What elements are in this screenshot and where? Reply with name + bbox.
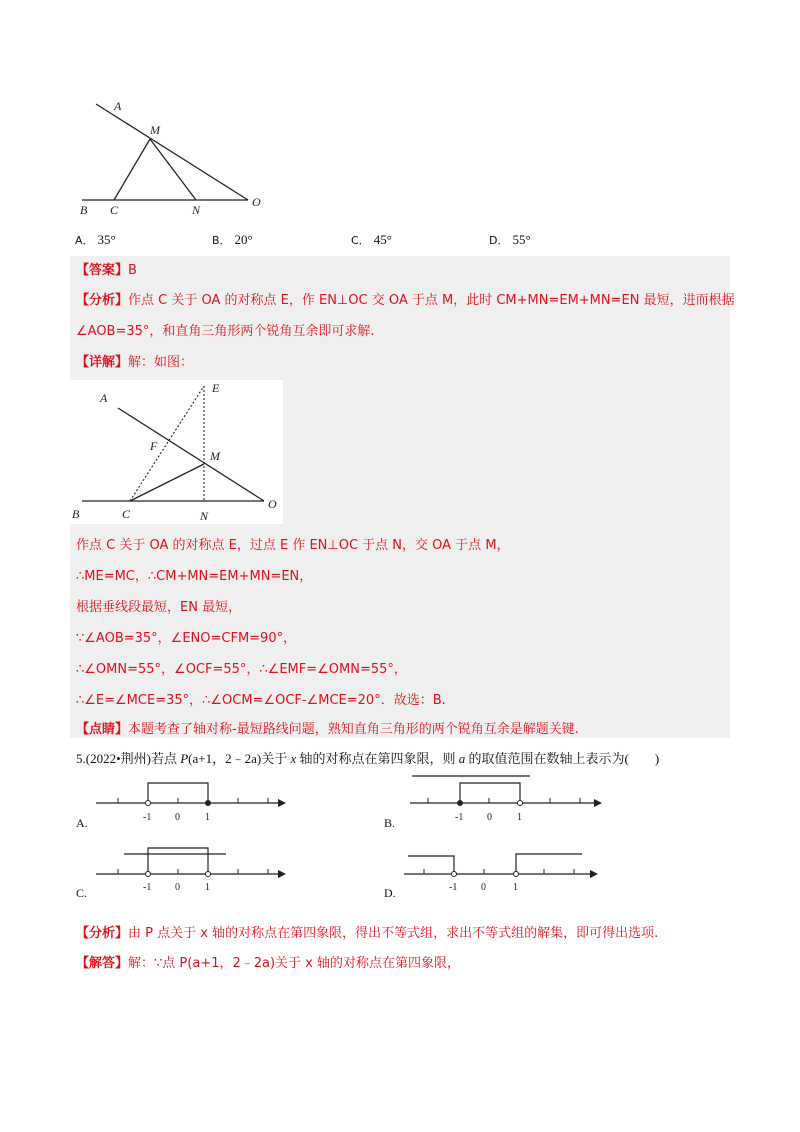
comment-tag: 【点睛】 xyxy=(76,722,129,737)
q5-axis: x xyxy=(290,751,297,766)
choice-d-letter: D． xyxy=(489,234,509,247)
choices-row xyxy=(75,232,635,252)
label2-N: N xyxy=(200,509,209,523)
geometry-figure-1 xyxy=(76,96,276,220)
option-a-label[interactable]: A. xyxy=(76,816,88,830)
tick-neg1: -1 xyxy=(449,882,458,893)
tick-neg1: -1 xyxy=(143,882,152,893)
analysis-tag: 【分析】 xyxy=(76,293,129,308)
tick-0: 0 xyxy=(487,812,492,823)
choice-c-letter: C． xyxy=(351,234,370,247)
solution5-tag: 【解答】 xyxy=(76,956,129,971)
label2-B: B xyxy=(72,507,80,521)
choice-d-value: 55° xyxy=(512,232,531,247)
analysis-line-2 xyxy=(76,323,375,341)
option-b-label[interactable]: B. xyxy=(384,816,396,830)
tick-0: 0 xyxy=(175,812,180,823)
analysis-text-1: 作点 C 关于 OA 的对称点 E，作 EN⊥OC 交 OA 于点 M，此时 CM+MN=EM+MN=EN 最短，进而根据 xyxy=(128,293,735,308)
label-O: O xyxy=(252,195,261,209)
tick-1: 1 xyxy=(205,882,210,893)
numberline-d[interactable] xyxy=(404,848,598,896)
numberline-c[interactable] xyxy=(96,844,286,896)
step-line-5: ∴∠OMN=55°，∠OCF=55°，∴∠EMF=∠OMN=55°， xyxy=(76,662,407,677)
label-M: M xyxy=(150,123,160,137)
answer-text: B xyxy=(128,263,137,278)
choice-c[interactable] xyxy=(351,232,392,248)
tick-neg1: -1 xyxy=(455,812,464,823)
choice-b[interactable] xyxy=(212,232,253,248)
step-line-6: ∴∠E=∠MCE=35°，∴∠OCM=∠OCF-∠MCE=20°．故选：B. xyxy=(76,693,446,708)
step-line-3: 根据垂线段最短，EN 最短， xyxy=(76,600,242,615)
choice-a[interactable] xyxy=(75,232,116,248)
step-line-2: ∴ME=MC，∴CM+MN=EM+MN=EN， xyxy=(76,569,313,584)
label-B: B xyxy=(80,203,88,217)
q5-point: P xyxy=(180,751,189,766)
question-5 xyxy=(76,748,659,767)
q5-suffix2: 的取值范围在数轴上表示为( ) xyxy=(465,751,660,766)
solution5-line xyxy=(76,952,460,971)
analysis5-text: 由 P 点关于 x 轴的对称点在第四象限，得出不等式组，求出不等式组的解集，即可得出选项. xyxy=(128,926,659,941)
q5-middle: 关于 xyxy=(261,751,291,766)
analysis-text-2: ∠AOB=35°，和直角三角形两个锐角互余即可求解. xyxy=(76,324,375,339)
label-C: C xyxy=(110,203,119,217)
comment-line xyxy=(76,721,579,739)
tick-1: 1 xyxy=(517,812,522,823)
label2-C: C xyxy=(122,507,131,521)
choice-b-value: 20° xyxy=(234,232,253,247)
q5-prefix: 5.(2022•荆州)若点 xyxy=(76,751,181,766)
choice-a-letter: A． xyxy=(75,234,94,247)
tick-neg1: -1 xyxy=(143,812,152,823)
choice-b-letter: B． xyxy=(212,234,231,247)
label-N: N xyxy=(192,203,201,217)
label2-O: O xyxy=(268,497,277,511)
option-d-label[interactable]: D. xyxy=(384,886,396,900)
q5-suffix1: 轴的对称点在第四象限，则 xyxy=(296,751,459,766)
analysis5-line xyxy=(76,922,658,941)
q5-coords: (a+1，2﹣2a) xyxy=(188,751,262,766)
label2-M: M xyxy=(210,449,220,463)
tick-0: 0 xyxy=(175,882,180,893)
label2-A: A xyxy=(100,391,108,405)
geometry-figure-2 xyxy=(70,380,283,524)
answer-tag: 【答案】 xyxy=(76,263,129,278)
label2-F: F xyxy=(150,439,158,453)
numberline-a[interactable] xyxy=(96,776,286,828)
label2-E: E xyxy=(212,381,220,395)
q5-var: a xyxy=(458,751,466,766)
detail-line xyxy=(76,354,193,372)
choice-a-value: 35° xyxy=(97,232,116,247)
detail-text: 解：如图： xyxy=(128,355,194,370)
comment-text: 本题考查了轴对称-最短路线问题，熟知直角三角形的两个锐角互余是解题关键. xyxy=(128,722,579,737)
label-A: A xyxy=(114,99,122,113)
option-c-label[interactable]: C. xyxy=(76,886,88,900)
choice-c-value: 45° xyxy=(373,232,392,247)
analysis5-tag: 【分析】 xyxy=(76,926,129,941)
tick-1: 1 xyxy=(205,812,210,823)
numberline-b[interactable] xyxy=(410,772,602,828)
solution5-text: 解：∵点 P(a+1，2﹣2a)关于 x 轴的对称点在第四象限， xyxy=(128,956,460,971)
tick-0: 0 xyxy=(481,882,486,893)
answer-line xyxy=(76,262,137,280)
choice-d[interactable] xyxy=(489,232,531,248)
analysis-line-1 xyxy=(76,292,735,310)
step-line-1: 作点 C 关于 OA 的对称点 E，过点 E 作 EN⊥OC 于点 N，交 OA 于点 M， xyxy=(76,538,510,553)
detail-tag: 【详解】 xyxy=(76,355,129,370)
tick-1: 1 xyxy=(513,882,518,893)
step-line-4: ∵∠AOB=35°，∠ENO=CFM=90°， xyxy=(76,631,297,646)
